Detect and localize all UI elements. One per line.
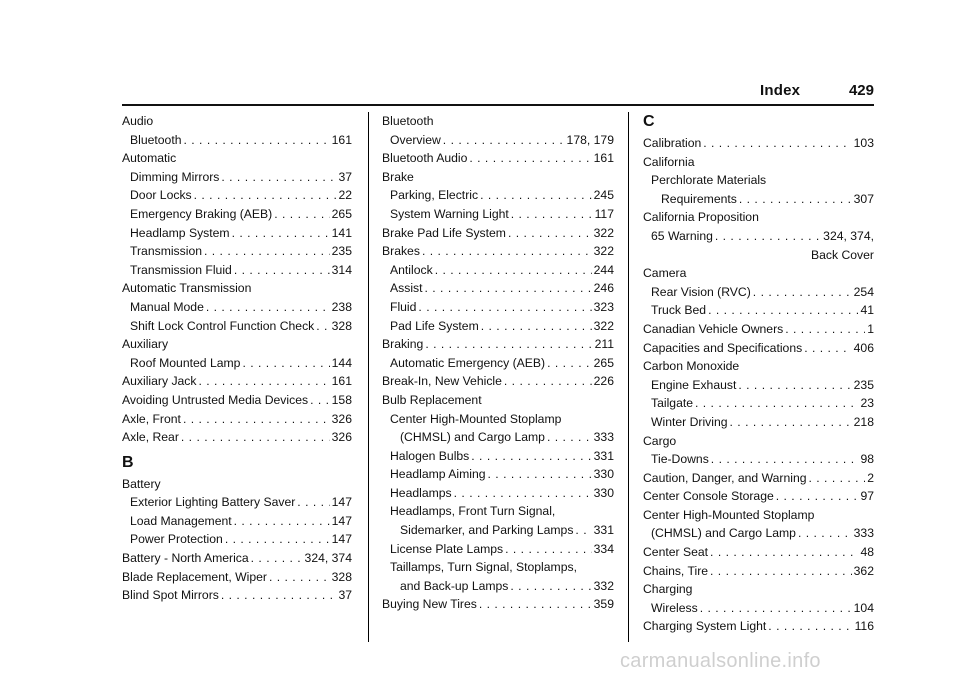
index-entry [122, 186, 352, 205]
dot-leader [425, 335, 592, 354]
dot-leader [221, 586, 337, 605]
entry-term: Bluetooth Audio [382, 151, 468, 166]
entry-term: Rear Vision (RVC) [651, 284, 751, 299]
index-entry [122, 475, 352, 494]
dot-leader [730, 413, 852, 432]
index-entry [643, 487, 874, 506]
index-entry [122, 512, 352, 531]
entry-page-ref: 322 [593, 225, 614, 240]
dot-leader [297, 493, 329, 512]
dot-leader [575, 521, 591, 540]
entry-page-ref: 265 [331, 206, 352, 221]
entry-page-ref: 359 [593, 597, 614, 612]
dot-leader [710, 543, 858, 562]
entry-term: 65 Warning [651, 228, 713, 243]
entry-page-ref: 246 [593, 281, 614, 296]
entry-term: Brake Pad Life System [382, 225, 506, 240]
entry-term: Bluetooth [382, 114, 434, 128]
entry-page-ref: 141 [331, 225, 352, 240]
dot-leader [708, 301, 858, 320]
index-entry [122, 372, 352, 391]
entry-term: Emergency Braking (AEB) [130, 206, 273, 221]
dot-leader [199, 372, 330, 391]
index-column-3 [643, 112, 874, 636]
entry-page-ref: 161 [593, 151, 614, 166]
entry-page-ref: 314 [331, 262, 352, 277]
entry-page-ref: 322 [593, 318, 614, 333]
entry-page-ref: 235 [853, 377, 874, 392]
dot-leader [481, 317, 592, 336]
entry-term: Fluid [390, 299, 417, 314]
entry-page-ref: 103 [853, 136, 874, 150]
entry-term: California [643, 154, 695, 169]
entry-page-ref: 265 [593, 355, 614, 370]
dot-leader [715, 227, 821, 246]
entry-page-ref: 406 [853, 340, 874, 355]
entry-page-ref: 41 [860, 303, 874, 318]
dot-leader [809, 469, 866, 488]
index-entry [382, 279, 614, 298]
entry-term: Auxiliary Jack [122, 374, 197, 389]
entry-page-ref: 1 [867, 321, 874, 336]
dot-leader [768, 617, 852, 636]
entry-page-ref: 328 [331, 318, 352, 333]
entry-term: Auxiliary [122, 337, 169, 352]
dot-leader [469, 149, 591, 168]
entry-term: Parking, Electric [390, 188, 479, 203]
entry-term: Perchlorate Materials [651, 173, 767, 188]
dot-leader [234, 512, 330, 531]
entry-page-ref: 37 [338, 169, 352, 184]
entry-term: Tailgate [651, 396, 694, 411]
entry-term: (CHMSL) and Cargo Lamp [651, 526, 796, 541]
index-entry [382, 558, 614, 577]
entry-page-ref: 328 [331, 569, 352, 584]
dot-leader [508, 224, 592, 243]
entry-page-ref: 330 [593, 467, 614, 482]
dot-leader [480, 186, 592, 205]
index-entry [643, 394, 874, 413]
entry-term: Canadian Vehicle Owners [643, 321, 784, 336]
index-entry [122, 410, 352, 429]
entry-term: Taillamps, Turn Signal, Stoplamps, [390, 560, 577, 575]
entry-term: Camera [643, 266, 687, 281]
dot-leader [422, 242, 592, 261]
entry-term: Load Management [130, 513, 232, 528]
dot-leader [504, 372, 592, 391]
index-entry [122, 131, 352, 150]
entry-term: Break-In, New Vehicle [382, 374, 502, 389]
entry-page-ref: 161 [331, 132, 352, 147]
entry-page-ref: 144 [331, 355, 352, 370]
entry-term: Bluetooth [130, 132, 182, 147]
index-entry [643, 413, 874, 432]
index-entry [643, 190, 874, 209]
index-entry [382, 502, 614, 521]
dot-leader [804, 339, 851, 358]
index-entry [382, 205, 614, 224]
entry-page-ref: 244 [593, 262, 614, 277]
entry-term: Audio [122, 114, 154, 128]
entry-term: Dimming Mirrors [130, 169, 220, 184]
index-entry [382, 521, 614, 540]
entry-page-ref: 324, 374 [304, 551, 352, 566]
dot-leader [234, 261, 330, 280]
entry-page-ref: 48 [860, 545, 874, 560]
entry-term: Blade Replacement, Wiper [122, 569, 267, 584]
index-entry [382, 540, 614, 559]
entry-term: Wireless [651, 600, 698, 615]
dot-leader [310, 391, 330, 410]
entry-page-ref: 116 [854, 619, 874, 634]
dot-leader [785, 320, 865, 339]
entry-term: Center High-Mounted Stoplamp [643, 507, 815, 522]
dot-leader [511, 205, 593, 224]
index-entry [122, 242, 352, 261]
dot-leader [753, 283, 852, 302]
entry-term: Door Locks [130, 188, 192, 203]
entry-term: (CHMSL) and Cargo Lamp [400, 430, 545, 445]
dot-leader [204, 242, 330, 261]
entry-page-ref: 161 [331, 374, 352, 389]
dot-leader [435, 261, 592, 280]
index-column-1 [122, 112, 352, 605]
entry-page-ref: 2 [867, 470, 874, 485]
entry-page-ref: 104 [853, 600, 874, 615]
entry-term: Power Protection [130, 532, 223, 547]
index-entry [122, 493, 352, 512]
index-entry [382, 354, 614, 373]
entry-page-ref: 97 [860, 489, 874, 504]
index-entry [382, 298, 614, 317]
column-divider [368, 112, 369, 642]
index-entry [643, 580, 874, 599]
index-entry [643, 339, 874, 358]
index-entry [643, 264, 874, 283]
index-entry [643, 562, 874, 581]
entry-term: License Plate Lamps [390, 541, 504, 556]
entry-page-ref: 235 [331, 244, 352, 259]
entry-term: Buying New Tires [382, 597, 477, 612]
entry-term: Avoiding Untrusted Media Devices [122, 392, 309, 407]
dot-leader [316, 317, 329, 336]
index-entry [382, 168, 614, 187]
entry-term: Battery - North America [122, 551, 249, 566]
entry-term: Battery [122, 476, 161, 491]
entry-page-ref: 331 [593, 448, 614, 463]
dot-leader [510, 577, 591, 596]
index-entry [122, 530, 352, 549]
entry-term: Cargo [643, 433, 677, 448]
index-entry [382, 261, 614, 280]
watermark-text: carmanualsonline.info [620, 650, 821, 672]
index-entry [382, 335, 614, 354]
entry-page-ref: 158 [331, 392, 352, 407]
entry-term: Requirements [661, 191, 737, 206]
entry-term: Winter Driving [651, 414, 728, 429]
entry-page-ref: 22 [338, 188, 352, 203]
entry-term: Transmission Fluid [130, 262, 232, 277]
index-entry [382, 595, 614, 614]
index-entry [382, 465, 614, 484]
index-entry [643, 450, 874, 469]
entry-page-ref: 333 [593, 430, 614, 445]
entry-page-ref: 218 [853, 414, 874, 429]
index-entry [122, 149, 352, 168]
entry-page-ref: 211 [594, 337, 614, 352]
dot-leader [711, 450, 859, 469]
entry-term: Sidemarker, and Parking Lamps [400, 523, 574, 538]
entry-term: Carbon Monoxide [643, 359, 740, 374]
entry-term: Brakes [382, 244, 420, 259]
index-entry [643, 376, 874, 395]
index-entry [643, 599, 874, 618]
entry-term: Center High-Mounted Stoplamp [390, 411, 562, 426]
dot-leader [184, 131, 330, 150]
entry-term: Antilock [390, 262, 433, 277]
dot-leader [695, 394, 858, 413]
dot-leader [242, 354, 329, 373]
entry-page-ref: 333 [853, 526, 874, 541]
index-entry [643, 357, 874, 376]
entry-page-ref: 307 [853, 191, 874, 206]
dot-leader [274, 205, 329, 224]
entry-term: Axle, Rear [122, 430, 179, 445]
index-entry [382, 484, 614, 503]
dot-leader [547, 354, 592, 373]
index-entry [122, 354, 352, 373]
entry-term: Headlamps [390, 485, 452, 500]
index-entry [643, 208, 874, 227]
dot-leader [547, 428, 592, 447]
entry-page-ref: 117 [594, 206, 614, 221]
index-entry [643, 524, 874, 543]
entry-term: Axle, Front [122, 411, 181, 426]
dot-leader [418, 298, 591, 317]
entry-page-ref: Back Cover [811, 247, 874, 262]
index-column-2 [382, 112, 614, 614]
entry-term: Halogen Bulbs [390, 448, 470, 463]
entry-page-ref: 326 [331, 411, 352, 426]
dot-leader [221, 168, 336, 187]
dot-leader [181, 428, 330, 447]
index-entry [643, 283, 874, 302]
index-entry [643, 153, 874, 172]
entry-page-ref: 326 [331, 430, 352, 445]
dot-leader [269, 568, 330, 587]
index-entry [122, 205, 352, 224]
index-entry [643, 617, 874, 636]
entry-term: Braking [382, 337, 424, 352]
entry-term: Calibration [643, 136, 702, 150]
index-entry [643, 320, 874, 339]
entry-term: Blind Spot Mirrors [122, 588, 219, 603]
entry-page-ref: 362 [853, 563, 874, 578]
entry-term: California Proposition [643, 210, 759, 225]
section-title: Index [760, 82, 801, 99]
entry-term: Automatic [122, 151, 177, 166]
entry-term: Engine Exhaust [651, 377, 737, 392]
header-rule [122, 104, 874, 106]
dot-leader [194, 186, 337, 205]
index-entry [382, 577, 614, 596]
entry-term: Center Seat [643, 545, 709, 560]
dot-leader [479, 595, 592, 614]
entry-page-ref: 330 [593, 485, 614, 500]
entry-term: Manual Mode [130, 299, 204, 314]
index-continuation [643, 246, 874, 265]
index-entry [122, 279, 352, 298]
entry-term: Shift Lock Control Function Check [130, 318, 315, 333]
entry-term: Chains, Tire [643, 563, 709, 578]
index-entry [643, 171, 874, 190]
entry-term: Transmission [130, 244, 203, 259]
index-entry [643, 432, 874, 451]
entry-term: and Back-up Lamps [400, 578, 509, 593]
entry-term: Center Console Storage [643, 489, 774, 504]
dot-leader [739, 190, 852, 209]
entry-term: Headlamps, Front Turn Signal, [390, 504, 556, 519]
entry-page-ref: 238 [331, 299, 352, 314]
index-entry [643, 134, 874, 153]
index-entry [382, 186, 614, 205]
dot-leader [700, 599, 852, 618]
dot-leader [471, 447, 591, 466]
dot-leader [183, 410, 330, 429]
index-entry [122, 391, 352, 410]
entry-page-ref: 332 [593, 578, 614, 593]
dot-leader [206, 298, 330, 317]
entry-page-ref: 23 [860, 396, 874, 411]
entry-term: Automatic Transmission [122, 281, 252, 296]
entry-term: Exterior Lighting Battery Saver [130, 495, 296, 510]
index-entry [382, 242, 614, 261]
entry-term: Assist [390, 281, 423, 296]
entry-term: Headlamp System [130, 225, 230, 240]
entry-term: Tie-Downs [651, 452, 709, 467]
index-entry [643, 543, 874, 562]
dot-leader [710, 562, 852, 581]
index-entry [122, 586, 352, 605]
entry-term: Brake [382, 169, 414, 184]
index-entry [382, 149, 614, 168]
dot-leader [738, 376, 851, 395]
dot-leader [251, 549, 303, 568]
dot-leader [798, 524, 852, 543]
entry-term: Capacities and Specifications [643, 340, 803, 355]
dot-leader [232, 224, 330, 243]
dot-leader [425, 279, 592, 298]
index-entry [382, 317, 614, 336]
section-letter: C [643, 113, 655, 130]
entry-page-ref: 37 [338, 588, 352, 603]
index-entry [382, 447, 614, 466]
entry-term: System Warning Light [390, 206, 509, 221]
entry-page-ref: 147 [331, 532, 352, 547]
entry-page-ref: 226 [593, 374, 614, 389]
entry-term: Charging System Light [643, 619, 767, 634]
dot-leader [505, 540, 592, 559]
entry-term: Automatic Emergency (AEB) [390, 355, 546, 370]
index-entry [122, 261, 352, 280]
entry-term: Caution, Danger, and Warning [643, 470, 807, 485]
index-entry [122, 224, 352, 243]
index-entry [122, 568, 352, 587]
page-header [760, 82, 874, 104]
index-entry [122, 168, 352, 187]
entry-term: Bulb Replacement [382, 392, 482, 407]
dot-leader [776, 487, 859, 506]
index-entry [382, 112, 614, 131]
index-entry [643, 227, 874, 246]
entry-page-ref: 245 [593, 188, 614, 203]
index-entry [122, 335, 352, 354]
dot-leader [225, 530, 330, 549]
section-letter: B [122, 453, 134, 471]
index-entry [382, 410, 614, 429]
index-entry [122, 549, 352, 568]
index-entry [382, 131, 614, 150]
index-entry [382, 428, 614, 447]
entry-term: Charging [643, 582, 693, 597]
dot-leader [443, 131, 565, 150]
index-entry [382, 391, 614, 410]
index-entry [122, 428, 352, 447]
index-entry [643, 506, 874, 525]
entry-page-ref: 322 [593, 244, 614, 259]
dot-leader [454, 484, 592, 503]
index-entry [382, 224, 614, 243]
index-entry [382, 372, 614, 391]
entry-term: Truck Bed [651, 303, 707, 318]
index-entry [122, 298, 352, 317]
index-entry [122, 317, 352, 336]
entry-page-ref: 147 [331, 495, 352, 510]
column-divider [628, 112, 629, 642]
index-entry [643, 301, 874, 320]
entry-page-ref: 178, 179 [566, 132, 614, 147]
dot-leader [488, 465, 592, 484]
entry-page-ref: 323 [593, 299, 614, 314]
entry-term: Roof Mounted Lamp [130, 355, 241, 370]
entry-page-ref: 98 [860, 452, 874, 467]
entry-page-ref: 324, 374, [823, 228, 874, 243]
entry-page-ref: 254 [853, 284, 874, 299]
dot-leader [703, 134, 851, 153]
entry-page-ref: 334 [593, 541, 614, 556]
page-number: 429 [848, 82, 874, 99]
entry-term: Overview [390, 132, 441, 147]
entry-page-ref: 331 [593, 523, 614, 538]
index-entry [643, 469, 874, 488]
entry-page-ref: 147 [331, 513, 352, 528]
entry-term: Pad Life System [390, 318, 479, 333]
index-entry [122, 112, 352, 131]
entry-term: Headlamp Aiming [390, 467, 486, 482]
